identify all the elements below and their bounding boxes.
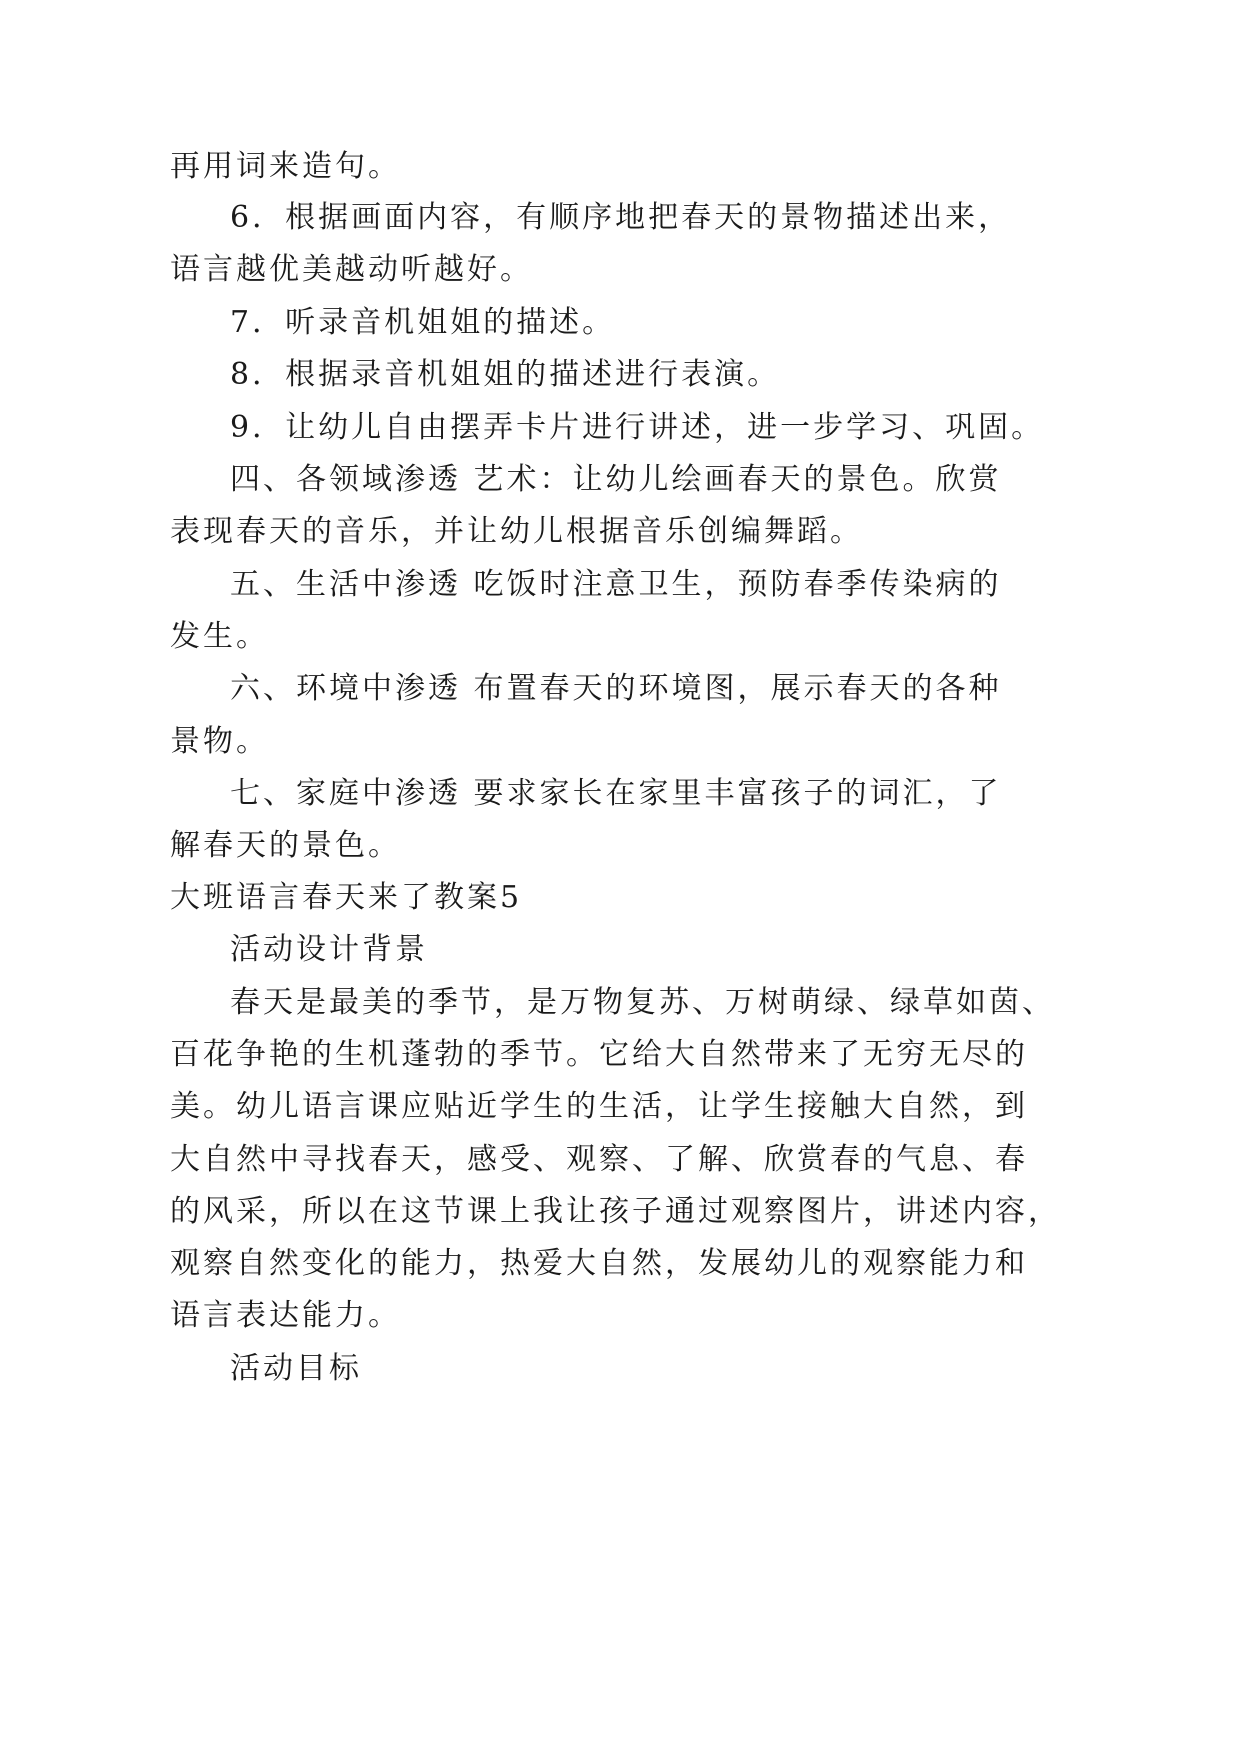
text-line: 大自然中寻找春天，感受、观察、了解、欣赏春的气息、春 bbox=[170, 1142, 1028, 1177]
text-line: 景物。 bbox=[170, 724, 269, 759]
text-line: 的风采，所以在这节课上我让孩子通过观察图片，讲述内容， bbox=[170, 1194, 1061, 1229]
text-line: 解春天的景色。 bbox=[170, 828, 401, 863]
text-line: 六、环境中渗透 布置春天的环境图，展示春天的各种 bbox=[230, 671, 1002, 706]
text-line: 美。幼儿语言课应贴近学生的生活，让学生接触大自然，到 bbox=[170, 1089, 1028, 1124]
text-line: 四、各领域渗透 艺术：让幼儿绘画春天的景色。欣赏 bbox=[230, 462, 1002, 497]
text-line: 发生。 bbox=[170, 619, 269, 654]
text-line: 百花争艳的生机蓬勃的季节。它给大自然带来了无穷无尽的 bbox=[170, 1037, 1028, 1072]
subsection-title: 活动设计背景 bbox=[230, 932, 428, 967]
text-line: 再用词来造句。 bbox=[170, 149, 401, 184]
text-line: 五、生活中渗透 吃饭时注意卫生，预防春季传染病的 bbox=[230, 567, 1002, 602]
text-line: 语言越优美越动听越好。 bbox=[170, 252, 533, 287]
text-line: 语言表达能力。 bbox=[170, 1298, 401, 1333]
text-line: 9．让幼儿自由摆弄卡片进行讲述，进一步学习、巩固。 bbox=[230, 410, 1045, 445]
text-line: 观察自然变化的能力，热爱大自然，发展幼儿的观察能力和 bbox=[170, 1246, 1028, 1281]
section-title: 大班语言春天来了教案5 bbox=[170, 880, 523, 915]
subsection-title: 活动目标 bbox=[230, 1351, 362, 1386]
text-line: 春天是最美的季节，是万物复苏、万树萌绿、绿草如茵、 bbox=[230, 985, 1055, 1020]
text-line: 表现春天的音乐，并让幼儿根据音乐创编舞蹈。 bbox=[170, 514, 863, 549]
text-line: 7．听录音机姐姐的描述。 bbox=[230, 305, 616, 340]
text-line: 6．根据画面内容，有顺序地把春天的景物描述出来， bbox=[230, 200, 1012, 235]
text-line: 8．根据录音机姐姐的描述进行表演。 bbox=[230, 357, 781, 392]
text-line: 七、家庭中渗透 要求家长在家里丰富孩子的词汇，了 bbox=[230, 776, 1002, 811]
